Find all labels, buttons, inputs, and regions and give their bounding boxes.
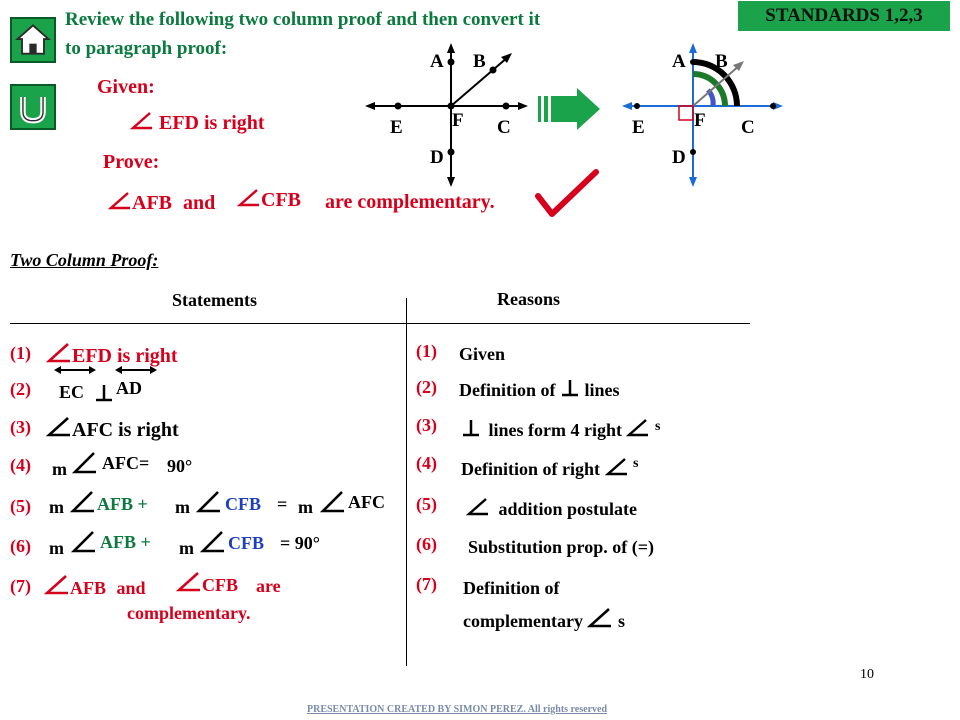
diagram-marked [615,40,785,190]
label-A: A [430,51,444,72]
reason-2 [459,379,620,401]
perpendicular-icon [94,383,114,403]
row-number: (2) [10,379,31,399]
statement-7-line1 [44,574,146,599]
angle-icon [130,111,154,131]
statement-6-cfb: CFB [228,533,264,553]
reason-number: (1) [416,341,437,361]
statement-5-afb [97,494,148,515]
home-icon [12,19,54,61]
prove-angle2-group [237,188,301,212]
page-title: Review the following two column proof and then convert it [65,9,541,30]
reason-number: (5) [416,494,437,514]
statement-5-afc: AFC [348,492,385,512]
angle-icon [196,490,222,514]
diagram-original [360,40,530,190]
row-number: (1) [10,343,31,363]
statement-2-seg2: AD [116,378,142,398]
reason-number: (4) [416,453,437,473]
reason-5-text: addition postulate [498,499,638,519]
reason-number: (3) [416,415,437,435]
given-text: EFD is right [159,112,265,134]
statement-6-m2: m [179,538,194,558]
given-statement [130,111,265,135]
label-A: A [672,51,686,72]
angle-icon [108,191,132,211]
reason-1: Given [459,344,506,364]
header-divider [10,323,750,324]
statement-5-m1: m [49,497,64,517]
perpendicular-icon [461,419,481,437]
label-F: F [694,110,706,131]
angle-icon [587,607,613,629]
prove-angle1: AFB [132,192,172,214]
reason-2-lines: lines [584,380,620,400]
statement-2-seg1: EC [59,382,85,402]
statement-5-equals: = [277,494,288,514]
transition-arrow-icon [536,86,602,132]
home-button[interactable] [10,17,56,63]
statement-6-m1: m [49,538,64,558]
label-F: F [452,110,464,131]
line-symbol-icon [53,363,97,377]
reason-4-plural: s [633,456,639,471]
angle-icon [605,457,629,477]
prove-label: Prove: [103,151,160,173]
reason-7-line1: Definition of [463,578,560,598]
angle-icon [626,418,650,438]
statement-5-cfb: CFB [225,494,261,514]
statement-1-text: EFD is right [72,345,178,367]
column-divider [406,298,407,666]
row-number: (4) [10,455,31,475]
reason-number: (6) [416,534,437,554]
statement-5-afb-text: AFB + [97,494,148,514]
angle-icon [44,574,70,596]
statement-7-and: and [116,578,146,598]
statement-6-value: = 90° [280,533,320,553]
reason-number: (2) [416,377,437,397]
label-D: D [672,147,686,168]
angle-icon [237,188,261,208]
statements-header: Statements [172,290,257,310]
standards-badge: STANDARDS 1,2,3 [738,1,950,31]
reason-7-text: complementary [463,611,583,631]
reason-4-text: Definition of right [461,459,600,479]
angle-icon [71,530,97,554]
reason-6: Substitution prop. of (=) [468,537,654,557]
line-symbol-icon [114,363,158,377]
reason-5 [466,497,637,520]
return-icon [12,86,54,128]
angle-icon [320,490,346,514]
angle-icon [46,342,72,364]
statement-3-text: AFC is right [72,419,179,441]
reasons-header: Reasons [497,289,561,309]
reason-3 [461,418,660,441]
reason-number: (7) [416,574,437,594]
statement-7-afb: AFB [70,578,106,598]
label-C: C [497,117,511,138]
prove-rest: are complementary. [325,191,495,213]
statement-7-cfb: CFB [202,575,238,595]
row-number: (7) [10,576,31,596]
page-number: 10 [860,667,874,682]
statement-5-m3: m [298,497,313,517]
statement-5-m2: m [175,497,190,517]
row-number: (3) [10,417,31,437]
statement-7-are: are [256,576,281,596]
statement-3 [46,416,179,442]
back-button[interactable] [10,84,56,130]
angle-icon [176,571,202,593]
label-E: E [390,117,403,138]
statement-4-value: 90° [167,456,193,476]
reason-3-text: lines form 4 right [488,420,622,440]
angle-icon [200,530,226,554]
reason-4 [461,457,638,480]
label-B: B [473,51,486,72]
checkmark-icon [532,168,602,222]
prove-statement [108,191,215,215]
label-E: E [632,117,645,138]
prove-angle2: CFB [261,189,301,211]
statement-7-cfb-group [176,571,238,596]
label-C: C [741,117,755,138]
statement-7-line2: complementary. [127,603,251,623]
angle-icon [466,497,490,517]
reason-7-plural: s [617,611,625,631]
perpendicular-icon [560,379,580,397]
reason-2-text: Definition of [459,380,556,400]
row-number: (5) [10,496,31,516]
row-number: (6) [10,536,31,556]
reason-7-line2 [463,607,625,632]
copyright-link[interactable]: PRESENTATION CREATED BY SIMON PEREZ. All rights reserved [306,704,608,715]
angle-icon [72,451,98,475]
label-D: D [430,147,444,168]
given-label: Given: [97,76,155,98]
label-B: B [715,51,728,72]
statement-4-m: m [52,459,67,479]
statement-6-afb: AFB + [100,532,151,552]
reason-3-plural: s [654,419,661,434]
prove-and: and [183,192,216,214]
angle-icon [70,490,96,514]
page-subtitle: to paragraph proof: [65,38,228,59]
statement-4-text: AFC= [102,453,150,473]
angle-icon [46,416,72,438]
proof-title: Two Column Proof: [10,250,159,270]
